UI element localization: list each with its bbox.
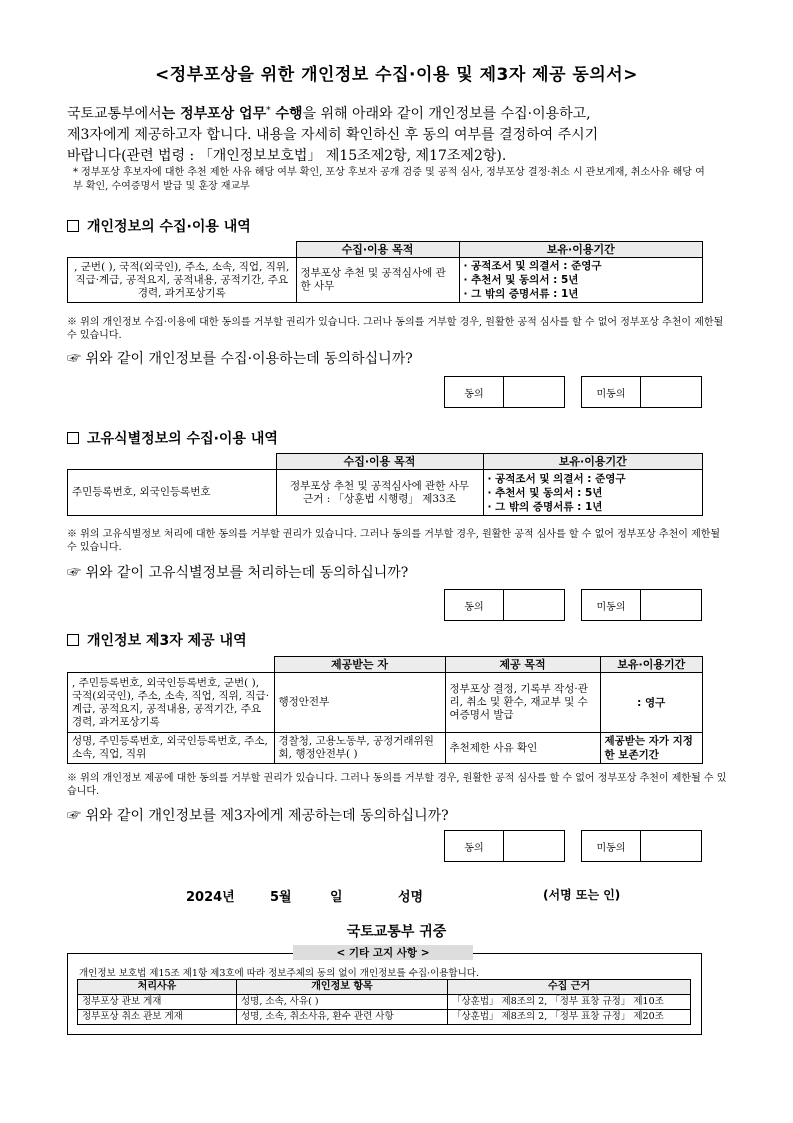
section3-row1-period: : 영구 <box>600 673 703 733</box>
section1-heading-text: 개인정보의 수집·이용 내역 <box>87 219 251 235</box>
other-col-basis: 수집 근거 <box>448 980 691 995</box>
intro-line1-bold: 는 정부포상 업무 <box>161 106 267 122</box>
section2-purpose-text: 정부포상 추천 및 공적심사에 관한 사무 <box>290 479 469 492</box>
section2-warning: ※ 위의 고유식별정보 처리에 대한 동의를 거부할 권리가 있습니다. 그러나 동의를 거부할 경우, 원활한 공적 심사를 할 수 없어 정부포상 추천이 제한될 수 있습니다. <box>67 529 721 553</box>
sign-year: 2024년 <box>186 890 235 905</box>
section3-warning: ※ 위의 개인정보 제공에 대한 동의를 거부할 권리가 있습니다. 그러나 동의를 거부할 경우, 원활한 공적 심사를 할 수 없어 정부포상 추천이 제한될 수 있습니다. <box>67 773 727 797</box>
section2-disagree-box[interactable] <box>641 590 702 621</box>
section1-table <box>67 241 703 303</box>
other-row1-items: 성명, 소속, 사유( ) <box>237 995 448 1010</box>
section2-col-purpose: 수집·이용 목적 <box>276 454 483 470</box>
other-row2-items: 성명, 소속, 취소사유, 환수 관련 사항 <box>237 1010 448 1025</box>
table-row <box>78 1010 691 1025</box>
section1-period <box>459 258 703 303</box>
section1-warning: ※ 위의 개인정보 수집·이용에 대한 동의를 거부할 권리가 있습니다. 그러나 동의를 거부할 경우, 원활한 공적 심사를 할 수 없어 정부포상 추천이 제한될 수 있습니다. <box>67 317 724 341</box>
section3-row2-period: 제공받는 자가 지정한 보존기간 <box>600 733 703 764</box>
intro-line1-a: 국토교통부에서 <box>67 106 162 122</box>
sign-day[interactable]: 일 <box>330 890 343 905</box>
section1-purpose: 정부포상 추천 및 공적심사에 관한 사무 <box>296 258 459 303</box>
section3-table <box>67 656 703 764</box>
other-row2-basis: 「상훈법」 제8조의 2, 「정부 표창 규정」 제20조 <box>448 1010 691 1025</box>
section1-agree-box[interactable] <box>504 377 565 408</box>
section3-consent <box>444 830 702 862</box>
table-row <box>78 995 691 1010</box>
page-title: <정부포상을 위한 개인정보 수집·이용 및 제3자 제공 동의서> <box>155 65 638 85</box>
section2-period <box>483 470 703 516</box>
section3-row1-purpose: 정부포상 결정, 기록부 작성·관리, 취소 및 환수, 재교부 및 수여증명서 발급 <box>445 673 600 733</box>
section3-question: ☞ 위와 같이 개인정보를 제3자에게 제공하는데 동의하십니까? <box>67 808 449 824</box>
disagree-label: 미동의 <box>582 831 641 862</box>
other-notice-table <box>77 979 691 1025</box>
section1-period1: · 공적조서 및 의결서 : 준영구 <box>463 260 602 272</box>
section1-items: , 군번( ), 국적(외국인), 주소, 소속, 직업, 직위, 직급·계급, 공적요지, 공적내용, 공적기간, 주요경력, 과거포상기록 <box>68 258 297 303</box>
intro-line3: 바랍니다(관련 법령 : 「개인정보보호법」 제15조제2항, 제17조제2항). <box>67 148 507 164</box>
section2-agree-box[interactable] <box>504 590 565 621</box>
section1-period3: · 그 밖의 증명서류 : 1년 <box>463 288 579 300</box>
section3-col-recipient: 제공받는 자 <box>274 657 445 673</box>
section2-consent <box>444 589 702 621</box>
section3-disagree-box[interactable] <box>641 831 702 862</box>
intro-line1-bold2: 수행 <box>270 106 303 122</box>
disagree-label: 미동의 <box>582 590 641 621</box>
section2-period1: · 공적조서 및 의결서 : 준영구 <box>487 472 626 485</box>
section1-heading <box>67 216 251 236</box>
square-icon <box>67 634 79 646</box>
section1-col-purpose: 수집·이용 목적 <box>296 242 459 258</box>
agree-label: 동의 <box>445 831 504 862</box>
square-icon <box>67 432 79 444</box>
section3-col-period: 보유·이용기간 <box>600 657 703 673</box>
section2-basis: 근거 : 「상훈법 시행령」 제33조 <box>303 492 456 505</box>
other-col-items: 개인정보 항목 <box>237 980 448 995</box>
section2-heading <box>67 428 278 448</box>
section2-period2: · 추천서 및 동의서 : 5년 <box>487 486 603 499</box>
agree-label: 동의 <box>445 590 504 621</box>
section3-col-purpose: 제공 목적 <box>445 657 600 673</box>
other-col-reason: 처리사유 <box>78 980 237 995</box>
other-row1-basis: 「상훈법」 제8조의 2, 「정부 표창 규정」 제10조 <box>448 995 691 1010</box>
intro-line2: 제3자에게 제공하고자 합니다. 내용을 자세히 확인하신 후 동의 여부를 결정하여 주시기 <box>67 127 599 143</box>
section3-row2-purpose: 추천제한 사유 확인 <box>445 733 600 764</box>
section2-purpose <box>276 470 483 516</box>
section1-question: ☞ 위와 같이 개인정보를 수집·이용하는데 동의하십니까? <box>67 351 413 367</box>
section3-heading-text: 개인정보 제3자 제공 내역 <box>87 633 247 649</box>
other-notice-desc: 개인정보 보호법 제15조 제1항 제3호에 따라 정보주체의 동의 없이 개인정보를 수집·이용합니다. <box>79 968 479 979</box>
intro-line1-rest: 을 위해 아래와 같이 개인정보를 수집·이용하고, <box>302 106 591 122</box>
other-row2-reason: 정부포상 취소 관보 게재 <box>78 1010 237 1025</box>
section3-row2-recipient: 경찰청, 고용노동부, 공정거래위원회, 행정안전부( ) <box>274 733 445 764</box>
section1-period2: · 추천서 및 동의서 : 5년 <box>463 274 579 286</box>
section2-col-period: 보유·이용기간 <box>483 454 703 470</box>
section3-agree-box[interactable] <box>504 831 565 862</box>
sign-hint: (서명 또는 인) <box>543 888 621 902</box>
section2-table <box>67 453 703 516</box>
section2-period3: · 그 밖의 증명서류 : 1년 <box>487 500 603 513</box>
disagree-label: 미동의 <box>582 377 641 408</box>
section1-disagree-box[interactable] <box>641 377 702 408</box>
section2-heading-text: 고유식별정보의 수집·이용 내역 <box>87 431 278 447</box>
section2-items: 주민등록번호, 외국인등록번호 <box>68 470 277 516</box>
other-row1-reason: 정부포상 관보 게재 <box>78 995 237 1010</box>
section3-row1-recipient: 행정안전부 <box>274 673 445 733</box>
section1-consent <box>444 376 702 408</box>
section3-heading <box>67 630 247 650</box>
intro-asterisk: * <box>266 106 271 116</box>
sign-month: 5월 <box>270 890 292 905</box>
square-icon <box>67 220 79 232</box>
agree-label: 동의 <box>445 377 504 408</box>
section1-col-period: 보유·이용기간 <box>459 242 703 258</box>
recipient-org: 국토교통부 귀중 <box>346 924 447 940</box>
intro-paragraph <box>67 101 727 167</box>
sign-name-label[interactable]: 성명 <box>398 890 424 905</box>
section3-row1-items: , 주민등록번호, 외국인등록번호, 군번( ), 국적(외국인), 주소, 소속, 직업, 직위, 직급·계급, 공적요지, 공적내용, 공적기간, 주요경력, 과거포상기록 <box>68 673 275 733</box>
section3-row2-items: 성명, 주민등록번호, 외국인등록번호, 주소, 소속, 직업, 직위 <box>68 733 275 764</box>
other-notice-title: < 기타 고지 사항 > <box>293 945 473 960</box>
footnote: * 정부포상 후보자에 대한 추천 제한 사유 해당 여부 확인, 포상 후보자 공개 검증 및 공적 심사, 정부포상 결정·취소 시 관보게재, 취소사유 해당 여부 확인, 수여증명서 발급 및 훈장 재교부 <box>73 167 705 192</box>
section2-question: ☞ 위와 같이 고유식별정보를 처리하는데 동의하십니까? <box>67 565 409 581</box>
